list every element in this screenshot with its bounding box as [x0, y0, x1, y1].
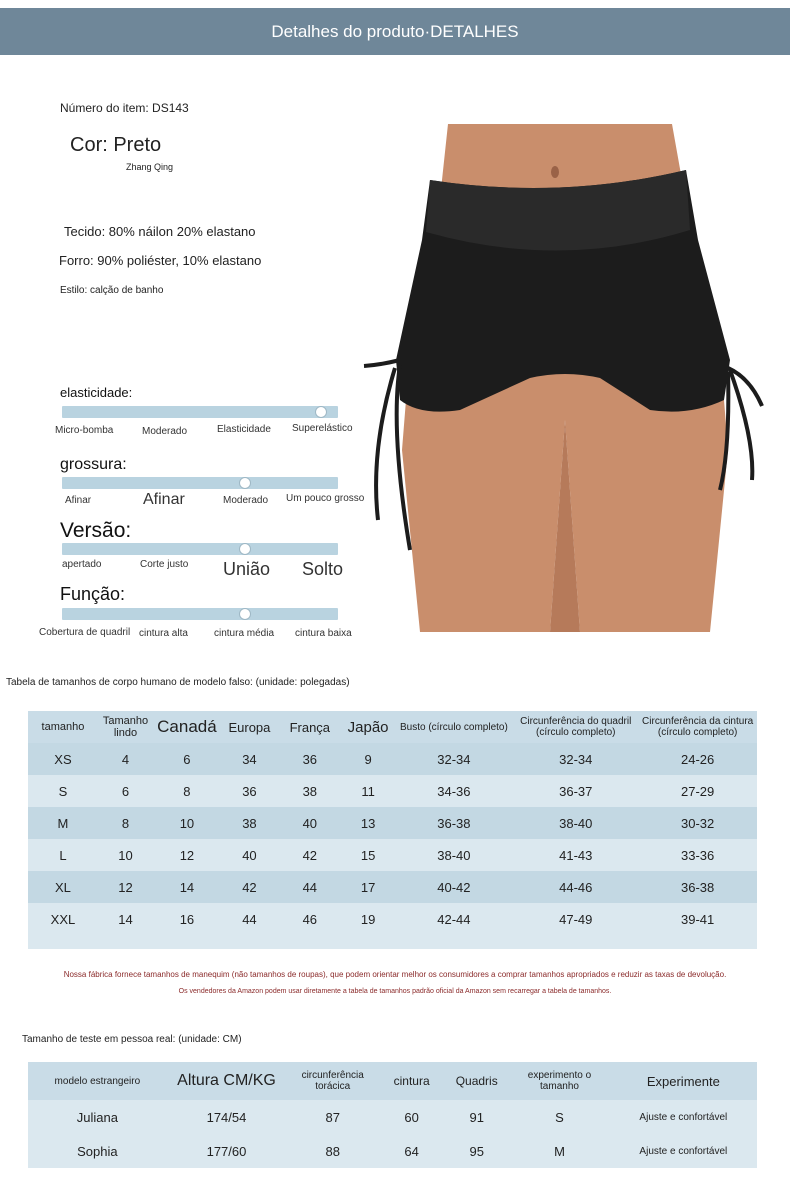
table-cell: 38-40 [395, 839, 514, 871]
column-header: Tamanho lindo [98, 711, 153, 743]
table-footer-row [28, 935, 757, 949]
table-cell: L [28, 839, 98, 871]
column-header: Circunferência da cintura (círculo completo) [638, 711, 757, 743]
table-cell: 44-46 [513, 871, 638, 903]
factory-note: Nossa fábrica fornece tamanhos de manequim (não tamanhos de roupas), que podem orientar melhor os consumidores a comprar tamanhos apropriados e reduzir as taxas de devolução. [63, 970, 727, 979]
table-cell: 40 [221, 839, 278, 871]
scale-option: apertado [62, 559, 102, 570]
table-cell: 39-41 [638, 903, 757, 935]
table-cell: M [509, 1134, 609, 1168]
column-header: Circunferência do quadril (círculo completo) [513, 711, 638, 743]
table-cell: 30-32 [638, 807, 757, 839]
brand-label: Zhang Qing [126, 162, 174, 172]
table-row [28, 871, 757, 903]
table-row [28, 743, 757, 775]
column-header: França [278, 711, 342, 743]
table-cell: 27-29 [638, 775, 757, 807]
table-cell: 44 [221, 903, 278, 935]
fabric-label: Tecido: 80% náilon 20% elastano [64, 224, 256, 239]
table-cell: 12 [98, 871, 153, 903]
product-photo [360, 120, 770, 632]
table-cell: 4 [98, 743, 153, 775]
table-row [28, 839, 757, 871]
table-cell: 15 [342, 839, 395, 871]
column-header: Busto (círculo completo) [395, 711, 514, 743]
column-header: Canadá [153, 711, 221, 743]
table-cell: XXL [28, 903, 98, 935]
table-cell: 177/60 [167, 1134, 287, 1168]
scale-option: Superelástico [292, 423, 353, 434]
table-cell: 8 [153, 775, 221, 807]
table-cell: 60 [379, 1100, 444, 1134]
table-cell: 24-26 [638, 743, 757, 775]
scale-bar-fit [62, 543, 338, 555]
scale-marker [315, 406, 327, 418]
item-number: Número do item: DS143 [60, 101, 189, 115]
scale-option: União [223, 559, 271, 579]
table-cell: 33-36 [638, 839, 757, 871]
table-cell: 13 [342, 807, 395, 839]
table-cell: 36-37 [513, 775, 638, 807]
table-row [28, 1100, 757, 1134]
table-cell: 91 [444, 1100, 509, 1134]
table-cell: 47-49 [513, 903, 638, 935]
table-cell: 174/54 [167, 1100, 287, 1134]
table-cell: 17 [342, 871, 395, 903]
table-cell: 95 [444, 1134, 509, 1168]
table-cell: 46 [278, 903, 342, 935]
table-row [28, 1134, 757, 1168]
table-cell: 11 [342, 775, 395, 807]
table-row [28, 775, 757, 807]
table-cell: 19 [342, 903, 395, 935]
scale-option: cintura alta [139, 628, 188, 639]
column-header: Quadris [444, 1062, 509, 1100]
table-cell: 36-38 [638, 871, 757, 903]
table-cell: Ajuste e confortável [610, 1134, 757, 1168]
column-header: Europa [221, 711, 278, 743]
table-header-row [28, 1062, 757, 1100]
table-cell: 6 [153, 743, 221, 775]
real-person-table [28, 1062, 757, 1168]
real-table-caption: Tamanho de teste em pessoa real: (unidade: CM) [22, 1034, 242, 1045]
color-label: Cor: Preto [70, 134, 162, 156]
table-cell: 38 [221, 807, 278, 839]
table-cell: S [28, 775, 98, 807]
scale-option: Solto [302, 559, 344, 579]
table-cell: 8 [98, 807, 153, 839]
column-header: circunferência torácica [286, 1062, 379, 1100]
scale-title-fit: Versão: [60, 519, 132, 542]
table-cell: Ajuste e confortável [610, 1100, 757, 1134]
table-cell: 9 [342, 743, 395, 775]
table-cell: 34-36 [395, 775, 514, 807]
scale-option: Moderado [223, 495, 269, 506]
table-cell: S [509, 1100, 609, 1134]
table-cell: 36-38 [395, 807, 514, 839]
table-cell: 34 [221, 743, 278, 775]
table-cell: 38-40 [513, 807, 638, 839]
scale-option: Cobertura de quadril [39, 627, 131, 638]
table-cell: M [28, 807, 98, 839]
scale-marker [239, 543, 251, 555]
table-cell: 12 [153, 839, 221, 871]
scale-option: Afinar [65, 495, 92, 506]
page-title: Detalhes do produto·DETALHES [271, 22, 519, 41]
table-cell: 40-42 [395, 871, 514, 903]
table-cell: 44 [278, 871, 342, 903]
scale-option: Elasticidade [217, 424, 271, 435]
column-header: cintura [379, 1062, 444, 1100]
column-header: experimento o tamanho [509, 1062, 609, 1100]
column-header: tamanho [28, 711, 98, 743]
size-table-caption: Tabela de tamanhos de corpo humano de modelo falso: (unidade: polegadas) [6, 677, 350, 688]
table-cell: 41-43 [513, 839, 638, 871]
scale-option: cintura baixa [295, 628, 352, 639]
table-row [28, 807, 757, 839]
scale-option: cintura média [214, 628, 275, 639]
table-row [28, 903, 757, 935]
scale-option: Micro-bomba [55, 425, 114, 436]
scale-option: Um pouco grosso [286, 493, 365, 504]
table-cell: 40 [278, 807, 342, 839]
scale-option: Moderado [142, 426, 188, 437]
scale-option: Afinar [143, 491, 185, 508]
amazon-note: Os vendedores da Amazon podem usar diretamente a tabela de tamanhos padrão oficial da Amazon sem recarregar a tabela de tamanhos. [178, 988, 612, 995]
scale-marker [239, 477, 251, 489]
table-cell: 42 [221, 871, 278, 903]
table-cell: 14 [98, 903, 153, 935]
table-cell: 32-34 [513, 743, 638, 775]
table-cell: 16 [153, 903, 221, 935]
table-cell: 38 [278, 775, 342, 807]
style-label: Estilo: calção de banho [60, 285, 164, 296]
table-cell: 10 [153, 807, 221, 839]
scale-title-function: Função: [60, 584, 126, 604]
table-cell: 36 [221, 775, 278, 807]
table-cell: 87 [286, 1100, 379, 1134]
table-cell: 64 [379, 1134, 444, 1168]
scale-bar-thickness [62, 477, 338, 489]
table-cell: 42 [278, 839, 342, 871]
lining-label: Forro: 90% poliéster, 10% elastano [59, 253, 262, 268]
table-cell: 36 [278, 743, 342, 775]
table-cell: XS [28, 743, 98, 775]
size-table [28, 711, 757, 949]
scale-bar-function [62, 608, 338, 620]
table-cell: Juliana [28, 1100, 167, 1134]
column-header: modelo estrangeiro [28, 1062, 167, 1100]
table-cell: 14 [153, 871, 221, 903]
table-cell: 32-34 [395, 743, 514, 775]
column-header: Experimente [610, 1062, 757, 1100]
table-cell: XL [28, 871, 98, 903]
scale-title-thickness: grossura: [60, 456, 127, 473]
table-cell: 6 [98, 775, 153, 807]
table-cell: Sophia [28, 1134, 167, 1168]
scale-title-elasticity: elasticidade: [60, 385, 133, 400]
table-footer-cell [28, 935, 757, 949]
scale-marker [239, 608, 251, 620]
column-header: Japão [342, 711, 395, 743]
column-header: Altura CM/KG [167, 1062, 287, 1100]
table-header-row [28, 711, 757, 743]
scale-option: Corte justo [140, 559, 189, 570]
table-cell: 42-44 [395, 903, 514, 935]
scale-bar-elasticity [62, 406, 338, 418]
table-cell: 88 [286, 1134, 379, 1168]
table-cell: 10 [98, 839, 153, 871]
